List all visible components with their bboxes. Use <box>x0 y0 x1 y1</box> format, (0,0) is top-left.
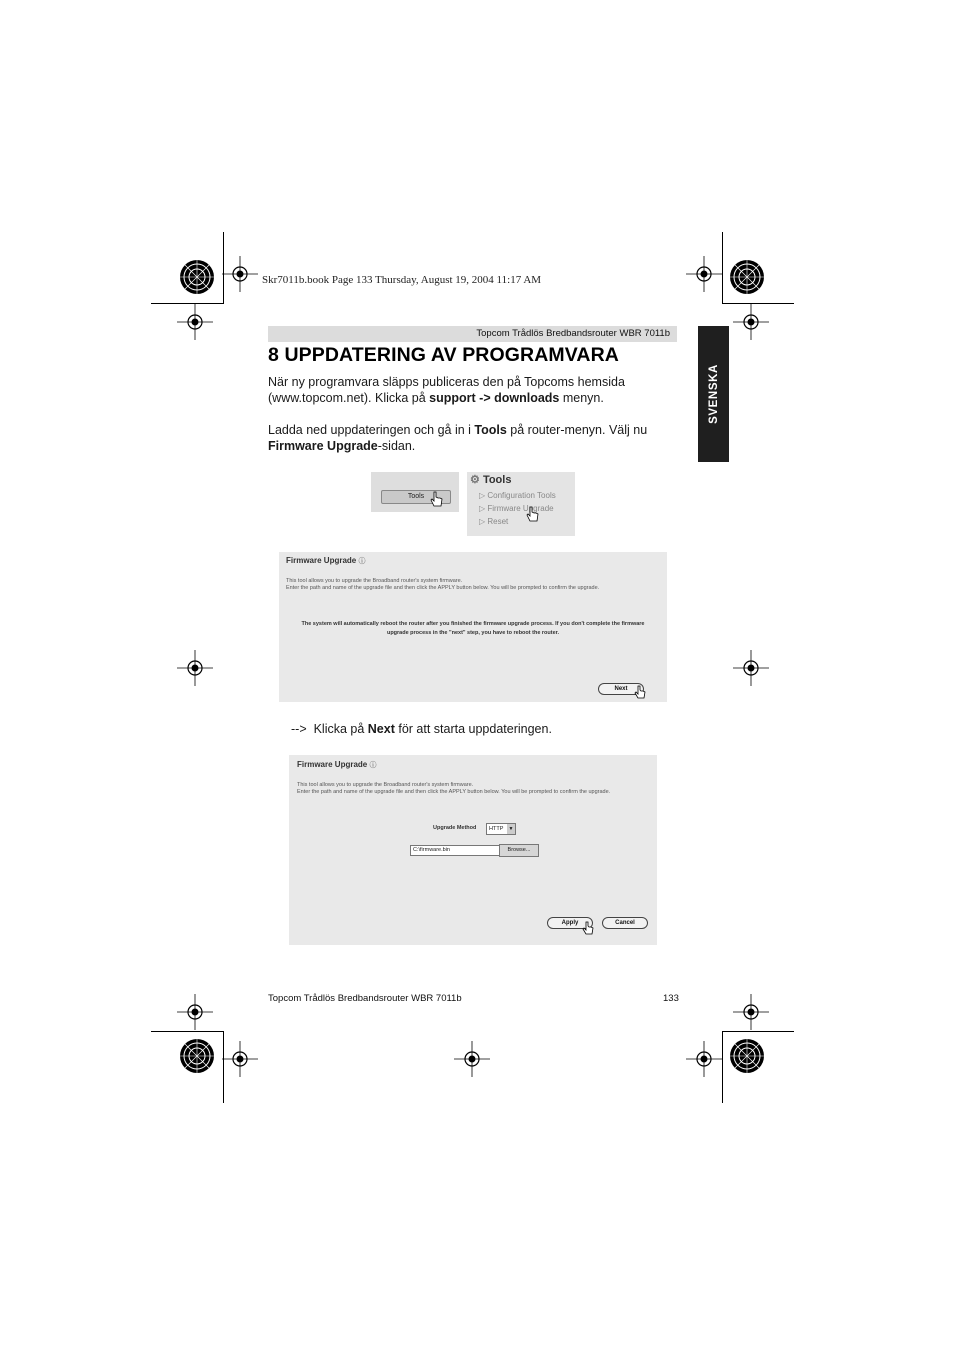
page-number: 133 <box>663 993 679 1004</box>
apply-button[interactable]: Apply <box>547 917 593 929</box>
fw1-desc-line-2: Enter the path and name of the upgrade file and then click the APPLY button below. You will be prompted to confirm the upgrade. <box>286 585 600 591</box>
language-side-tab-label: SVENSKA <box>707 364 720 424</box>
language-side-tab <box>698 326 729 462</box>
paragraph-instructions <box>268 422 678 454</box>
tools-menu-item-config-label: Configuration Tools <box>487 491 556 500</box>
paragraph-instr-tail: -sidan. <box>377 439 416 453</box>
fw2-desc-line-2: Enter the path and name of the upgrade file and then click the APPLY button below. You will be prompted to confirm the upgrade. <box>297 789 611 795</box>
browse-button[interactable]: Browse... <box>499 844 539 857</box>
tools-menu-item-firmware-label: Firmware Upgrade <box>487 504 554 513</box>
next-button[interactable]: Next <box>598 683 644 695</box>
next-instruction <box>291 721 701 737</box>
cancel-button[interactable]: Cancel <box>602 917 648 929</box>
fw1-description <box>286 578 656 592</box>
fw1-warning: The system will automatically reboot the router after you finished the firmware upgrade process. If you don't complete the firmware upgrade process in the "next" step, you have to reboot the router. <box>301 621 645 636</box>
chevron-down-icon: ▼ <box>508 826 514 832</box>
paragraph-instr-mid: på router-menyn. Välj nu <box>506 423 648 437</box>
footer-title: Topcom Trådlös Bredbandsrouter WBR 7011b <box>268 993 462 1004</box>
fw2-desc-line-1: This tool allows you to upgrade the Broadband router's system firmware. <box>297 782 474 788</box>
fw2-title-text: Firmware Upgrade <box>297 760 368 769</box>
tools-menu-heading <box>470 473 511 486</box>
paragraph-instr-bold-tools: Tools <box>474 423 507 437</box>
running-header-title: Topcom Trådlös Bredbandsrouter WBR 7011b <box>476 328 670 339</box>
upgrade-method-label: Upgrade Method <box>433 825 477 831</box>
fw2-title <box>297 760 376 770</box>
help-icon: ⓘ <box>358 558 366 565</box>
upgrade-method-select[interactable] <box>486 823 516 835</box>
tools-menu-screenshot <box>467 472 575 536</box>
instruction-bold-next: Next <box>367 722 395 736</box>
tools-menu-heading-text: Tools <box>482 474 512 486</box>
instruction-text: Klicka på <box>313 722 368 736</box>
tools-button-screenshot <box>371 472 459 512</box>
paragraph-intro-text: När ny programvara släpps publiceras den på Topcoms hemsida (www.topcom.net). Klicka på <box>268 375 625 405</box>
fw1-title <box>286 556 365 566</box>
chapter-title: 8 UPPDATERING AV PROGRAMVARA <box>268 344 619 366</box>
upgrade-method-value: HTTP <box>489 826 504 832</box>
instruction-tail: för att starta uppdateringen. <box>394 722 552 736</box>
help-icon: ⓘ <box>369 762 377 769</box>
tools-menu-list <box>479 489 556 528</box>
tools-gear-icon: ⚙ <box>470 474 480 486</box>
hand-cursor-icon <box>429 490 445 510</box>
firmware-upgrade-screenshot-1 <box>279 552 667 702</box>
paragraph-instr-text: Ladda ned uppdateringen och gå in i <box>268 423 475 437</box>
fw1-desc-line-1: This tool allows you to upgrade the Broadband router's system firmware. <box>286 578 463 584</box>
tools-menu-item-reset[interactable]: ▷ Reset <box>479 517 509 526</box>
paragraph-intro <box>268 374 678 406</box>
tools-menu-item-config[interactable]: ▷ Configuration Tools <box>479 491 556 500</box>
tools-button[interactable]: Tools <box>381 490 451 504</box>
fw1-title-text: Firmware Upgrade <box>286 556 357 565</box>
instruction-arrow: --> <box>291 722 307 736</box>
paragraph-intro-tail: menyn. <box>559 391 604 405</box>
tools-menu-item-firmware[interactable]: ▷ Firmware Upgrade <box>479 504 554 513</box>
paragraph-instr-bold-firmware: Firmware Upgrade <box>268 439 378 453</box>
paragraph-intro-bold: support -> downloads <box>429 391 560 405</box>
printer-info-line: Skr7011b.book Page 133 Thursday, August 19, 2004 11:17 AM <box>262 274 542 286</box>
tools-menu-item-reset-label: Reset <box>487 517 509 526</box>
hand-cursor-icon <box>582 920 596 938</box>
firmware-file-input[interactable]: C:\firmware.bin <box>410 845 500 856</box>
hand-cursor-icon <box>634 684 648 702</box>
hand-cursor-icon <box>525 505 541 525</box>
running-header <box>268 326 677 342</box>
fw2-description <box>297 782 649 796</box>
firmware-upgrade-screenshot-2 <box>289 755 657 945</box>
